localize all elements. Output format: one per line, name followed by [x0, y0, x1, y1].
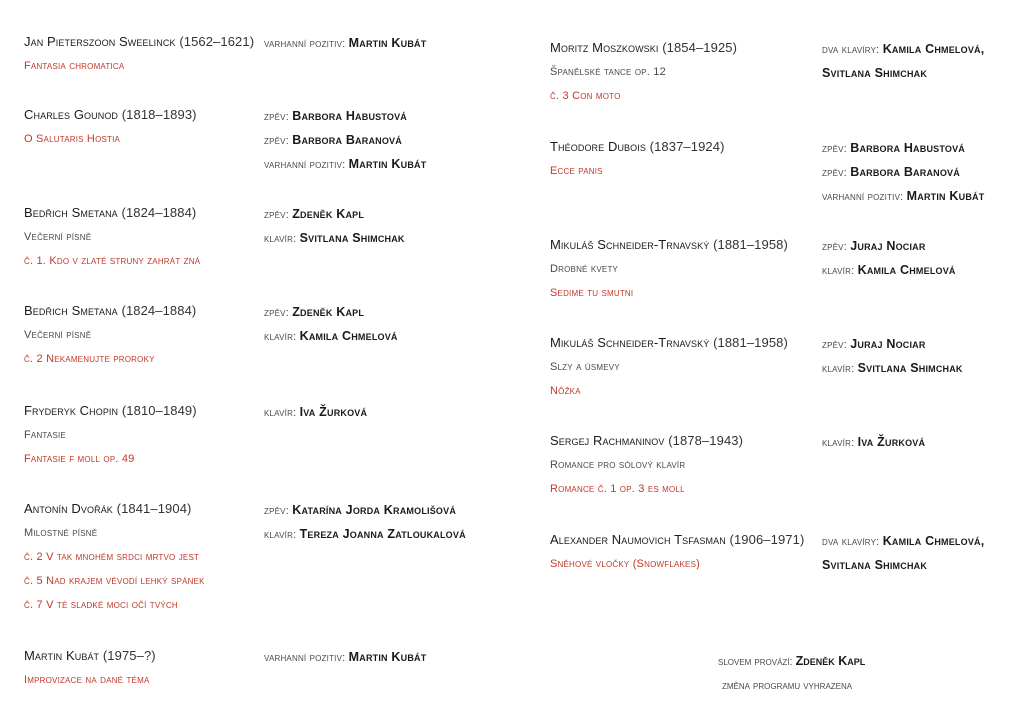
performer-line: [264, 527, 466, 541]
performer-line: [264, 405, 367, 419]
performer-role: zpěv:: [264, 135, 289, 147]
performer-role: klavír:: [822, 363, 855, 375]
performer-line: [822, 141, 965, 155]
performer-name: Martin Kubát: [348, 36, 427, 50]
performer-role: zpěv:: [822, 143, 847, 155]
performer-name: Svitlana Shimchak: [299, 231, 405, 245]
composer-heading: [24, 501, 191, 516]
work-title: Slzy a úsmevy: [550, 361, 620, 373]
performer-name: Zdeněk Kapl: [292, 207, 365, 221]
composer-years: (1881–1958): [713, 335, 788, 350]
performer-line: [822, 239, 926, 253]
composer-heading: [550, 40, 737, 55]
composer-name: Mikuláš Schneider-Trnavský: [550, 237, 710, 252]
performer-name: Iva Žurková: [299, 405, 368, 419]
piece-title: č. 7 V té sladké moci očí tvých: [24, 599, 178, 611]
performer-name: Juraj Nociar: [850, 337, 926, 351]
composer-years: (1881–1958): [713, 237, 788, 252]
piece-title: č. 5 Nad krajem vévodí lehký spánek: [24, 575, 205, 587]
performer-name: Tereza Joanna Zatloukalová: [299, 527, 466, 541]
performer-role: zpěv:: [264, 307, 289, 319]
composer-name: Bedřich Smetana: [24, 205, 118, 220]
composer-name: Bedřich Smetana: [24, 303, 118, 318]
work-title: Večerní písně: [24, 231, 92, 243]
composer-heading: [24, 107, 197, 122]
performer-role: klavír:: [264, 331, 297, 343]
performer-line: [822, 263, 956, 277]
composer-heading: [24, 403, 197, 418]
performer-role: klavír:: [264, 233, 297, 245]
work-title: Večerní písně: [24, 329, 92, 341]
performer-name: Barbora Habustová: [850, 141, 965, 155]
composer-name: Sergej Rachmaninov: [550, 433, 665, 448]
piece-title: Romance č. 1 op. 3 es moll: [550, 483, 685, 495]
composer-name: Alexander Naumovich Tsfasman: [550, 532, 726, 547]
work-title: Španělské tance op. 12: [550, 66, 666, 78]
composer-years: (1824–1884): [121, 303, 197, 318]
performer-role: zpěv:: [822, 339, 847, 351]
performer-line: [264, 157, 426, 171]
performer-line: [264, 36, 426, 50]
performer-role: dva klavíry:: [822, 536, 880, 548]
composer-name: Mikuláš Schneider-Trnavský: [550, 335, 710, 350]
performer-name: Svitlana Shimchak: [822, 66, 928, 80]
piece-title: Fantasia chromatica: [24, 60, 125, 72]
composer-years: (1824–1884): [121, 205, 197, 220]
piece-title: č. 2 Nekamenujte proroky: [24, 353, 155, 365]
performer-role: varhanní pozitiv:: [264, 652, 346, 664]
performer-line: [264, 305, 364, 319]
composer-years: (1837–1924): [649, 139, 725, 154]
performer-name: Martin Kubát: [348, 157, 427, 171]
performer-name: Kamila Chmelová,: [882, 534, 985, 548]
piece-title: č. 2 V tak mnohém srdci mrtvo jest: [24, 551, 200, 563]
performer-line: [822, 42, 984, 56]
composer-years: (1562–1621): [179, 34, 255, 49]
work-title: Fantasie: [24, 429, 66, 441]
composer-years: (1841–1904): [116, 501, 192, 516]
composer-years: (1818–1893): [121, 107, 197, 122]
performer-line: [264, 231, 405, 245]
performer-role: varhanní pozitiv:: [264, 38, 346, 50]
piece-title: Sedime tu smutni: [550, 287, 634, 299]
piece-title: č. 1. Kdo v zlaté struny zahrát zná: [24, 255, 201, 267]
performer-role: zpěv:: [822, 167, 847, 179]
performer-line: [264, 109, 407, 123]
performer-line: [264, 329, 398, 343]
performer-role: klavír:: [264, 529, 297, 541]
composer-name: Antonín Dvořák: [24, 501, 113, 516]
performer-line: [822, 361, 963, 375]
piece-title: Improvizace na dané téma: [24, 674, 150, 686]
performer-role: varhanní pozitiv:: [264, 159, 346, 171]
composer-heading: [24, 303, 196, 318]
composer-years: (1906–1971): [729, 532, 805, 547]
performer-line: [822, 435, 925, 449]
performer-line: [822, 337, 926, 351]
performer-line: [264, 133, 402, 147]
performer-name: Martin Kubát: [348, 650, 427, 664]
performer-line: [822, 534, 984, 548]
host-line: [718, 654, 865, 668]
performer-role: klavír:: [264, 407, 297, 419]
performer-line: [822, 558, 927, 572]
piece-title: Fantasie f moll op. 49: [24, 453, 135, 465]
piece-title: Sněhové vločky (Snowflakes): [550, 558, 700, 570]
composer-name: Fryderyk Chopin: [24, 403, 119, 418]
composer-heading: [550, 335, 788, 350]
performer-role: klavír:: [822, 265, 855, 277]
piece-title: č. 3 Con moto: [550, 90, 621, 102]
composer-years: (1878–1943): [668, 433, 744, 448]
performer-role: zpěv:: [264, 209, 289, 221]
composer-years: (1810–1849): [121, 403, 197, 418]
composer-name: Théodore Dubois: [550, 139, 646, 154]
performer-role: varhanní pozitiv:: [822, 191, 904, 203]
composer-heading: [24, 648, 156, 663]
composer-name: Jan Pieterszoon Sweelinck: [24, 34, 176, 49]
performer-name: Zdeněk Kapl: [292, 305, 365, 319]
performer-name: Katarína Jorda Kramolišová: [292, 503, 457, 517]
performer-name: Svitlana Shimchak: [822, 558, 928, 572]
performer-name: Juraj Nociar: [850, 239, 926, 253]
performer-name: Barbora Habustová: [292, 109, 407, 123]
composer-heading: [550, 139, 725, 154]
composer-name: Moritz Moszkowski: [550, 40, 659, 55]
work-title: Milostné písně: [24, 527, 98, 539]
performer-line: [822, 66, 927, 80]
work-title: Drobné kvety: [550, 263, 619, 275]
piece-title: Nôžka: [550, 385, 581, 397]
performer-name: Barbora Baranová: [292, 133, 402, 147]
performer-name: Kamila Chmelová: [857, 263, 956, 277]
performer-role: zpěv:: [264, 111, 289, 123]
performer-name: Martin Kubát: [906, 189, 985, 203]
host-name: Zdeněk Kapl: [795, 654, 866, 668]
performer-line: [822, 165, 960, 179]
host-role: slovem provází:: [718, 656, 793, 668]
program-change-note: změna programu vyhrazena: [722, 680, 853, 692]
performer-role: zpěv:: [822, 241, 847, 253]
performer-line: [264, 207, 364, 221]
composer-heading: [550, 433, 743, 448]
work-title: Romance pro sólový klavír: [550, 459, 686, 471]
performer-line: [822, 189, 984, 203]
performer-role: zpěv:: [264, 505, 289, 517]
performer-line: [264, 650, 426, 664]
composer-name: Martin Kubát: [24, 648, 100, 663]
performer-name: Svitlana Shimchak: [857, 361, 963, 375]
composer-name: Charles Gounod: [24, 107, 119, 122]
composer-years: (1975–?): [102, 648, 156, 663]
performer-role: dva klavíry:: [822, 44, 880, 56]
performer-line: [264, 503, 456, 517]
performer-name: Kamila Chmelová: [299, 329, 398, 343]
performer-role: klavír:: [822, 437, 855, 449]
composer-heading: [550, 237, 788, 252]
composer-years: (1854–1925): [662, 40, 738, 55]
piece-title: Ecce panis: [550, 165, 603, 177]
composer-heading: [24, 34, 254, 49]
composer-heading: [550, 532, 804, 547]
piece-title: O Salutaris Hostia: [24, 133, 121, 145]
performer-name: Kamila Chmelová,: [882, 42, 985, 56]
performer-name: Barbora Baranová: [850, 165, 960, 179]
performer-name: Iva Žurková: [857, 435, 926, 449]
composer-heading: [24, 205, 196, 220]
